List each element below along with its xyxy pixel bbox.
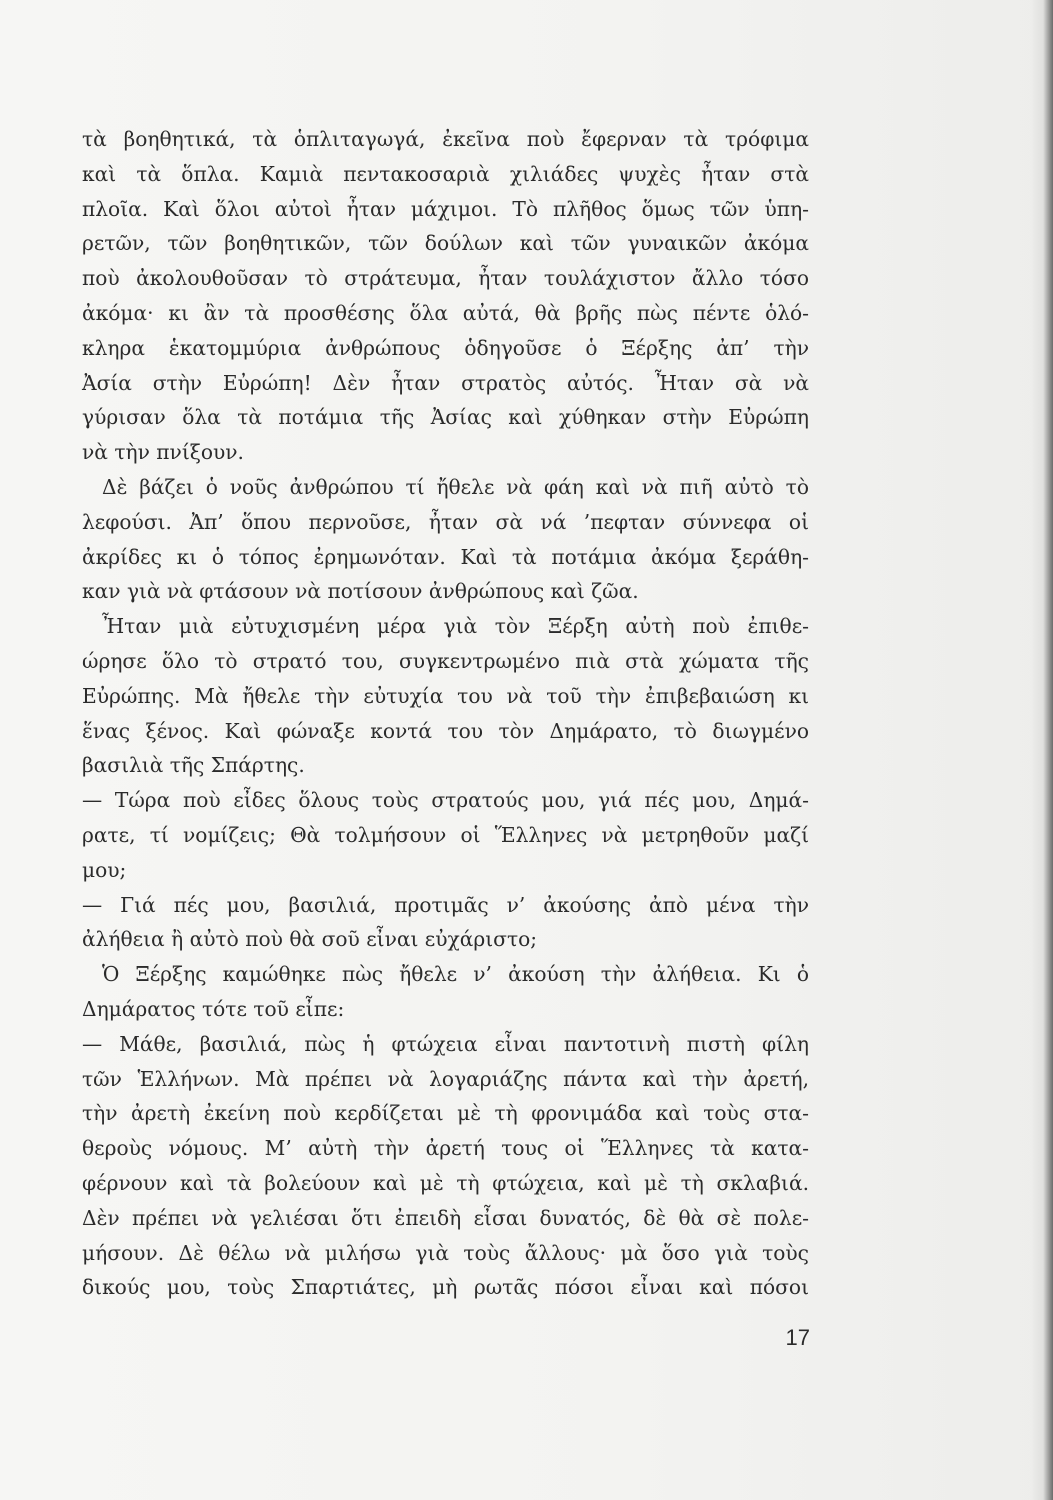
text-line: Ἦταν μιὰ εὐτυχισμένη μέρα γιὰ τὸν Ξέρξη αὐτὴ ποὺ ἐπιθε- (102, 614, 809, 639)
text-line: ρατε, τί νομίζεις; Θὰ τολμήσουν οἱ Ἕλληνες νὰ μετρηθοῦν μαζί (82, 822, 809, 847)
text-line: βασιλιὰ τῆς Σπάρτης. (82, 753, 305, 778)
text-line: ἀκόμα· κι ἂν τὰ προσθέσης ὅλα αὐτά, θὰ βρῆς πὼς πέντε ὁλό- (82, 300, 809, 325)
text-line: μήσουν. Δὲ θέλω νὰ μιλήσω γιὰ τοὺς ἄλλους· μὰ ὅσο γιὰ τοὺς (82, 1240, 809, 1265)
text-line: Ὁ Ξέρξης καμώθηκε πὼς ἤθελε ν’ ἀκούση τὴν ἀλήθεια. Κι ὁ (102, 962, 809, 987)
text-line: τὰ βοηθητικά, τὰ ὁπλιταγωγά, ἐκεῖνα ποὺ ἔφερναν τὰ τρόφιμα (82, 127, 809, 151)
text-line: — Γιά πές μου, βασιλιά, προτιμᾶς ν’ ἀκούσης ἀπὸ μένα τὴν (82, 892, 809, 917)
text-line: πλοῖα. Καὶ ὅλοι αὐτοὶ ἦταν μάχιμοι. Τὸ πλῆθος ὅμως τῶν ὑπη- (82, 196, 809, 221)
text-line: — Τώρα ποὺ εἶδες ὅλους τοὺς στρατούς μου, γιά πές μου, Δημά- (82, 788, 809, 813)
text-line: ρετῶν, τῶν βοηθητικῶν, τῶν δούλων καὶ τῶν γυναικῶν ἀκόμα (82, 231, 809, 256)
text-line: νὰ τὴν πνίξουν. (82, 440, 244, 465)
text-line: Εὐρώπης. Μὰ ἤθελε τὴν εὐτυχία του νὰ τοῦ τὴν ἐπιβεβαιώση κι (82, 683, 809, 708)
text-line: Δὲ βάζει ὁ νοῦς ἀνθρώπου τί ἤθελε νὰ φάη καὶ νὰ πιῆ αὐτὸ τὸ (102, 474, 809, 499)
text-line: Δημάρατος τότε τοῦ εἶπε: (82, 996, 345, 1021)
text-line: τὴν ἀρετὴ ἐκείνη ποὺ κερδίζεται μὲ τὴ φρονιμάδα καὶ τοὺς στα- (82, 1101, 809, 1126)
page-edge-shadow (1031, 0, 1053, 1500)
text-line: ἕνας ξένος. Καὶ φώναξε κοντά του τὸν Δημάρατο, τὸ διωγμένο (82, 718, 809, 743)
text-line: Δὲν πρέπει νὰ γελιέσαι ὅτι ἐπειδὴ εἶσαι δυνατός, δὲ θὰ σὲ πολε- (82, 1205, 809, 1230)
text-line: ἀλήθεια ἢ αὐτὸ ποὺ θὰ σοῦ εἶναι εὐχάριστο; (82, 927, 538, 952)
text-line: ἀκρίδες κι ὁ τόπος ἐρημωνόταν. Καὶ τὰ ποτάμια ἀκόμα ξεράθη- (82, 544, 809, 569)
text-line: ώρησε ὅλο τὸ στρατό του, συγκεντρωμένο πιὰ στὰ χώματα τῆς (82, 648, 809, 673)
text-line: θεροὺς νόμους. Μ’ αὐτὴ τὴν ἀρετή τους οἱ Ἕλληνες τὰ κατα- (82, 1136, 809, 1161)
text-line: — Μάθε, βασιλιά, πὼς ἡ φτώχεια εἶναι παντοτινὴ πιστὴ φίλη (82, 1031, 809, 1056)
text-line: καὶ τὰ ὅπλα. Καμιὰ πεντακοσαριὰ χιλιάδες ψυχὲς ἦταν στὰ (82, 161, 809, 186)
text-line: γύρισαν ὅλα τὰ ποτάμια τῆς Ἀσίας καὶ χύθηκαν στὴν Εὐρώπη (82, 405, 809, 430)
text-line: μου; (82, 857, 127, 882)
page-number: 17 (785, 1325, 810, 1350)
text-line: λεφούσι. Ἀπ’ ὅπου περνοῦσε, ἦταν σὰ νά ’πεφταν σύννεφα οἱ (82, 509, 809, 534)
text-line: δικούς μου, τοὺς Σπαρτιάτες, μὴ ρωτᾶς πόσοι εἶναι καὶ πόσοι (82, 1275, 809, 1300)
text-line: φέρνουν καὶ τὰ βολεύουν καὶ μὲ τὴ φτώχεια, καὶ μὲ τὴ σκλαβιά. (82, 1170, 809, 1195)
body-text (82, 122, 809, 1305)
text-line: καν γιὰ νὰ φτάσουν νὰ ποτίσουν ἀνθρώπους καὶ ζῶα. (82, 579, 639, 604)
text-line: κληρα ἑκατομμύρια ἀνθρώπους ὁδηγοῦσε ὁ Ξέρξης ἀπ’ τὴν (82, 335, 809, 360)
text-line: ποὺ ἀκολουθοῦσαν τὸ στράτευμα, ἦταν τουλάχιστον ἄλλο τόσο (82, 266, 809, 291)
text-line: Ἀσία στὴν Εὐρώπη! Δὲν ἦταν στρατὸς αὐτός. Ἦταν σὰ νὰ (82, 370, 809, 395)
text-line: τῶν Ἑλλήνων. Μὰ πρέπει νὰ λογαριάζης πάντα καὶ τὴν ἀρετή, (82, 1066, 809, 1091)
